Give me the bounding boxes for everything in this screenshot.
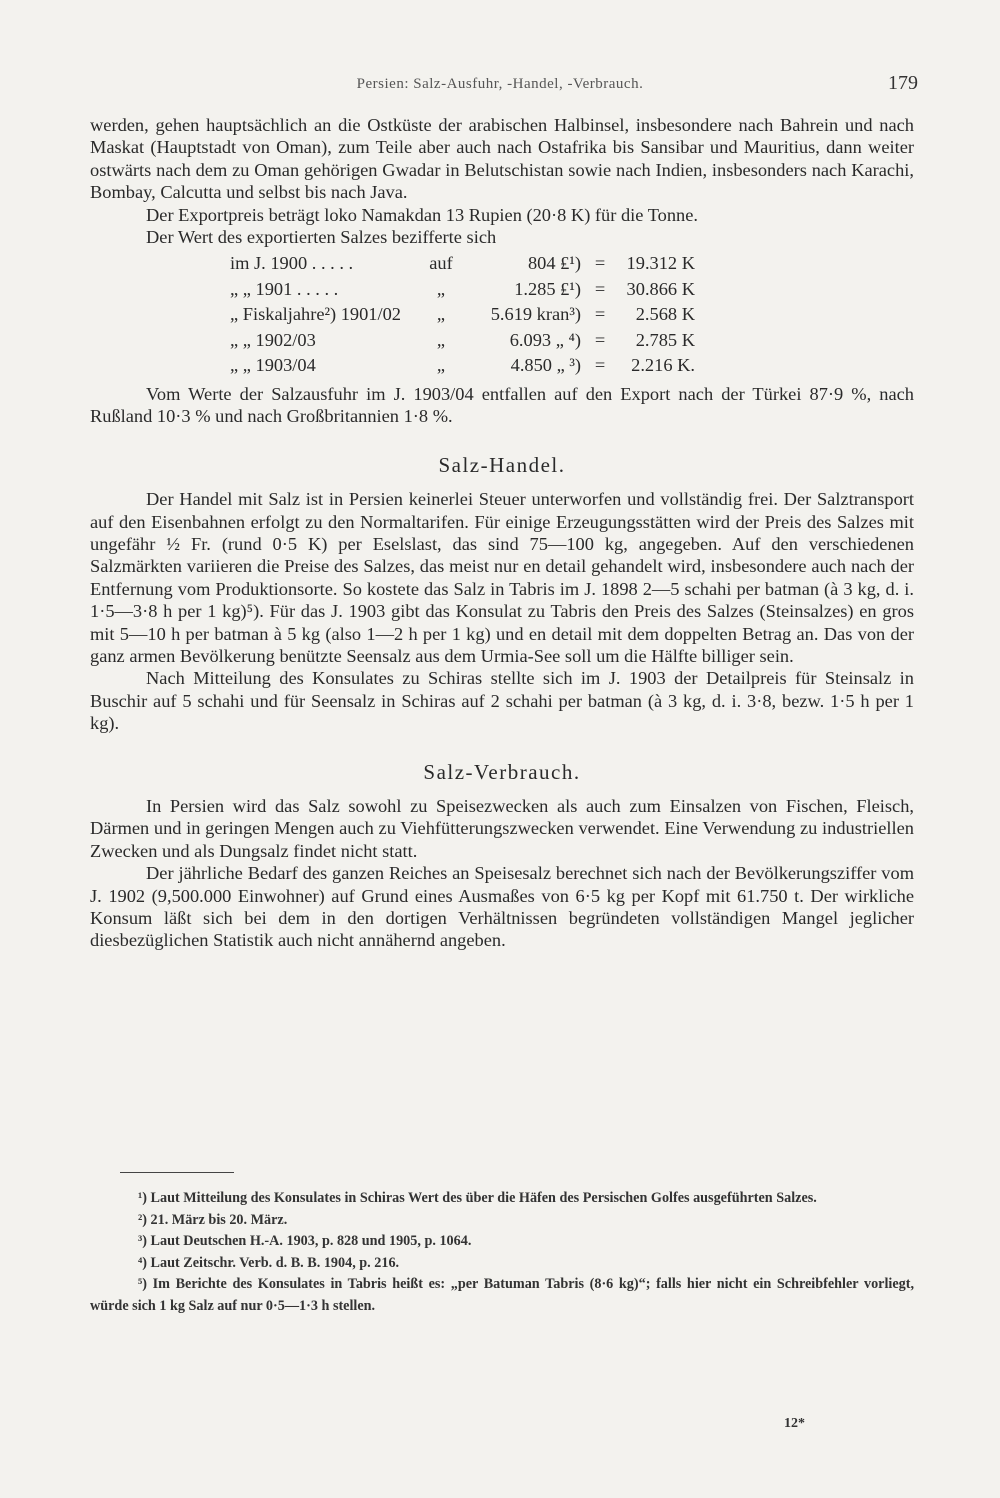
table-cell-value: 804 ₤¹): [527, 253, 581, 274]
table-cell-year: „ Fiskaljahre²) 1901/02: [230, 304, 401, 325]
table-cell-equals: =: [594, 304, 606, 325]
table-cell-result: 2.785 K: [635, 329, 695, 350]
footnote-divider: [120, 1172, 234, 1173]
running-head: [0, 70, 1000, 100]
table-row: [230, 251, 695, 277]
table-cell-equals: =: [594, 278, 606, 299]
printer-signature: 12*: [784, 1416, 805, 1431]
export-values-table: [230, 251, 695, 379]
table-cell-equals: =: [594, 355, 606, 376]
verbrauch-paragraph-1: In Persien wird das Salz sowohl zu Speisezwecken als auch zum Einsalzen von Fischen, Fleisch, Därmen und in geringen Mengen auch zu Viehfütterungszwecken verwendet. Eine Verwendung zu industriellen Zwecken und als Dungsalz findet nicht statt.: [90, 796, 914, 861]
table-cell-result: 2.216 K.: [631, 355, 695, 376]
running-title: Persien: Salz-Ausfuhr, -Handel, -Verbrauch.: [356, 76, 644, 92]
table-cell-value: 6.093 „ ⁴): [509, 329, 581, 350]
table-cell-year: „ „ 1902/03: [230, 329, 316, 350]
table-row: [230, 302, 695, 328]
page-number: 179: [888, 72, 918, 94]
handel-paragraph-2: Nach Mitteilung des Konsulates zu Schiras stellte sich im J. 1903 der Detailpreis für Steinsalz in Buschir auf 5 schahi und für Seensalz in Schiras auf 2 schahi per batman (à 3 kg, d. i. 3·8, bezw. 1·5 h per 1 kg).: [90, 668, 914, 734]
table-row: [230, 328, 695, 354]
table-cell-mark: „: [436, 329, 446, 350]
footnote-4: ⁴) Laut Zeitschr. Verb. d. B. B. 1904, p. 216.: [138, 1254, 400, 1271]
table-cell-year: „ „ 1901 . . . . .: [230, 278, 339, 299]
main-text: [90, 114, 914, 952]
table-cell-mark: „: [436, 355, 446, 376]
table-cell-year: „ „ 1903/04: [230, 355, 316, 376]
table-cell-mark: „: [436, 304, 446, 325]
table-row: [230, 277, 695, 303]
table-cell-equals: =: [594, 329, 606, 350]
footnotes: [90, 1188, 914, 1318]
export-paragraph-1: werden, gehen hauptsächlich an die Ostküste der arabischen Halbinsel, insbesondere nach Bahrein und nach Maskat (Hauptstadt von Oman), zum Teile aber auch nach Ostafrika bis Sansibar und Mauritius, dann weiter ostwärts nach dem zu Oman gehörigen Gwadar in Belutschistan sowie nach Indien, insbesonders nach Karachi, Bombay, Calcutta und selbst bis nach Java.: [90, 115, 914, 203]
export-paragraph-4: Vom Werte der Salzausfuhr im J. 1903/04 entfallen auf den Export nach der Türkei 87·9 %, nach Rußland 10·3 % und nach Großbritannien 1·8 %.: [90, 383, 914, 427]
table-cell-result: 2.568 K: [635, 304, 695, 325]
table-cell-result: 30.866 K: [626, 278, 695, 299]
table-cell-value: 4.850 „ ³): [510, 355, 581, 376]
table-cell-year: im J. 1900 . . . . .: [230, 253, 354, 274]
table-cell-equals: =: [594, 253, 606, 274]
table-cell-value: 5.619 kran³): [490, 304, 581, 325]
table-row: [230, 353, 695, 379]
handel-paragraph-1: Der Handel mit Salz ist in Persien keinerlei Steuer unterworfen und vollständig frei. Der Salztransport auf den Eisenbahnen erfolgt zu den Normaltarifen. Für einige Erzeugungsstätten wird der Preis des Salzes mit ungefähr ½ Fr. (rund 0·5 K) per Eselslast, das sind 75—100 kg, angegeben. Auf den verschiedenen Salzmärkten variieren die Preise des Salzes, das meist nur en detail gehandelt wird, insbesondere auch nach der Entfernung vom Produktionsorte. So kostete das Salz in Tabris im J. 1898 2—5 schahi per batman (à 3 kg, d. i. 1·5—3·8 h per 1 kg)⁵). Für das J. 1903 gibt das Konsulat zu Tabris den Preis des Salzes (Steinsalzes) en gros mit 5—10 h per batman à 5 kg (also 1—2 h per 1 kg) und en detail mit dem doppelten Betrag an. Das von der ganz armen Bevölkerung benützte Seensalz aus dem Urmia-See soll um die Hälfte billiger sein.: [90, 489, 914, 666]
table-cell-mark: auf: [429, 253, 453, 274]
footnote-1: ¹) Laut Mitteilung des Konsulates in Schiras Wert des über die Häfen des Persischen Golfes ausgeführten Salzes.: [138, 1190, 817, 1206]
section-title-verbrauch: Salz-Verbrauch.: [423, 759, 581, 784]
export-paragraph-2: Der Exportpreis beträgt loko Namakdan 13 Rupien (20·8 K) für die Tonne.: [146, 204, 698, 225]
table-cell-value: 1.285 ₤¹): [514, 278, 581, 299]
table-cell-result: 19.312 K: [626, 253, 695, 274]
section-title-handel: Salz-Handel.: [438, 452, 566, 477]
footnote-5: ⁵) Im Berichte des Konsulates in Tabris heißt es: „per Batuman Tabris (8·6 kg)“; falls hier nicht ein Schreibfehler vorliegt, würde sich 1 kg Salz auf nur 0·5—1·3 h stellen.: [90, 1276, 914, 1314]
verbrauch-paragraph-2: Der jährliche Bedarf des ganzen Reiches an Speisesalz berechnet sich nach der Bevölkerungsziffer vom J. 1902 (9,500.000 Einwohner) auf Grund eines Ausmaßes von 6·5 kg per Kopf mit 61.750 t. Der wirkliche Konsum läßt sich bei dem in den dortigen Verhältnissen begründeten vollständigen Mangel jeglicher diesbezüglichen Statistik auch nicht annähernd angeben.: [90, 863, 914, 951]
footnote-3: ³) Laut Deutschen H.-A. 1903, p. 828 und 1905, p. 1064.: [138, 1233, 472, 1250]
export-paragraph-3: Der Wert des exportierten Salzes bezifferte sich: [146, 227, 497, 248]
footnote-2: ²) 21. März bis 20. März.: [138, 1211, 288, 1228]
table-cell-mark: „: [436, 278, 446, 299]
